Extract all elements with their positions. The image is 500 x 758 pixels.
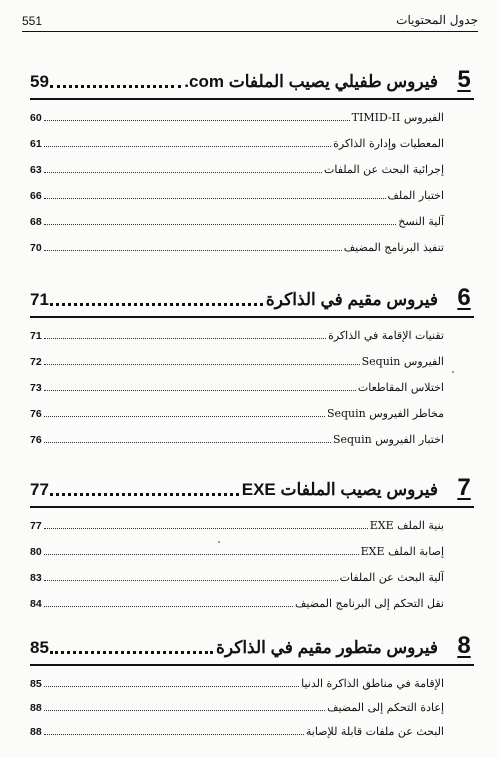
toc-entry[interactable] [30, 324, 444, 342]
chapter-rule [30, 98, 474, 100]
entry-page: 71 [30, 330, 42, 342]
toc-entry[interactable] [30, 566, 444, 584]
dot-leader [50, 651, 213, 654]
dot-leader [44, 338, 326, 339]
toc-entry[interactable] [30, 236, 444, 254]
entry-title: تقنيات الإقامة في الذاكرة [328, 329, 444, 342]
entry-page: 84 [30, 598, 42, 610]
dot-leader [50, 493, 239, 496]
toc-entry[interactable] [30, 350, 444, 368]
dot-leader [44, 554, 359, 555]
entry-page: 60 [30, 112, 42, 124]
chapter-title: فيروس مقيم في الذاكرة [265, 290, 438, 309]
chapter-title: فيروس متطور مقيم في الذاكرة [215, 638, 438, 657]
entry-page: 88 [30, 702, 42, 714]
entry-title: المعطيات وإدارة الذاكرة [333, 137, 444, 150]
chapter-title: فيروس يصيب الملفات EXE [241, 480, 438, 499]
dot-leader [44, 710, 325, 711]
chapter-title: فيروس طفيلي يصيب الملفات com. [184, 72, 438, 91]
dot-leader [50, 303, 263, 306]
entry-title: بنية الملف EXE [369, 519, 444, 532]
toc-entry[interactable] [30, 696, 444, 714]
entry-page: 80 [30, 546, 42, 558]
toc-entry[interactable] [30, 210, 444, 228]
entry-page: 61 [30, 138, 42, 150]
chapter-page: 71 [30, 290, 49, 309]
chapter-rule [30, 506, 474, 508]
dot-leader [44, 172, 322, 173]
entry-page: 73 [30, 382, 42, 394]
toc-entry[interactable] [30, 540, 444, 558]
chapter-heading[interactable] [30, 282, 474, 310]
entry-page: 72 [30, 356, 42, 368]
running-title: جدول المحتويات [396, 13, 478, 27]
dot-leader [44, 146, 331, 147]
entry-page: 76 [30, 408, 42, 420]
entry-title: إعادة التحكم إلى المضيف [327, 701, 444, 714]
dot-leader [44, 120, 350, 121]
entry-title: اختلاس المقاطعات [357, 381, 444, 394]
chapter-heading[interactable] [30, 630, 474, 658]
chapter-page: 59 [30, 72, 49, 91]
toc-entry[interactable] [30, 158, 444, 176]
dot-leader [44, 528, 368, 529]
dot-leader [44, 416, 325, 417]
dot-leader [50, 85, 181, 88]
chapter-heading[interactable] [30, 472, 474, 500]
scan-speck [452, 371, 454, 373]
chapter-number: 5 [457, 66, 471, 93]
page-number: 551 [22, 14, 43, 28]
entry-page: 85 [30, 678, 42, 690]
entry-title: إجرائية البحث عن الملفات [324, 163, 444, 176]
entry-title: نقل التحكم إلى البرنامج المضيف [295, 597, 444, 610]
chapter-rule [30, 316, 474, 318]
dot-leader [44, 442, 331, 443]
entry-title: اختبار الملف [387, 189, 444, 202]
dot-leader [44, 734, 304, 735]
chapter-number: 8 [457, 632, 471, 659]
chapter-rule [30, 664, 474, 666]
entry-title: البحث عن ملفات قابلة للإصابة [305, 725, 444, 738]
dot-leader [44, 224, 397, 225]
entry-page: 68 [30, 216, 42, 228]
dot-leader [44, 606, 293, 607]
toc-entry[interactable] [30, 376, 444, 394]
toc-entry[interactable] [30, 132, 444, 150]
toc-entry[interactable] [30, 514, 444, 532]
dot-leader [44, 686, 299, 687]
toc-entry[interactable] [30, 720, 444, 738]
entry-title: آلية البحث عن الملفات [339, 571, 444, 584]
entry-page: 70 [30, 242, 42, 254]
chapter-number: 6 [457, 284, 471, 311]
entry-title: الفيروس Sequin [361, 355, 444, 368]
toc-entry[interactable] [30, 184, 444, 202]
entry-title: الفيروس TIMID-II [351, 111, 444, 124]
entry-title: آلية النسخ [398, 215, 444, 228]
dot-leader [44, 580, 338, 581]
chapter-number: 7 [457, 474, 471, 501]
entry-title: اختبار الفيروس Sequin [332, 433, 444, 446]
entry-title: الإقامة في مناطق الذاكرة الدنيا [301, 677, 444, 690]
toc-entry[interactable] [30, 672, 444, 690]
entry-page: 77 [30, 520, 42, 532]
toc-entry[interactable] [30, 428, 444, 446]
chapter-page: 77 [30, 480, 49, 499]
entry-title: مخاطر الفيروس Sequin [326, 407, 444, 420]
page-header [0, 0, 500, 30]
chapter-page: 85 [30, 638, 49, 657]
entry-page: 83 [30, 572, 42, 584]
entry-page: 63 [30, 164, 42, 176]
entry-page: 66 [30, 190, 42, 202]
dot-leader [44, 364, 360, 365]
toc-entry[interactable] [30, 592, 444, 610]
dot-leader [44, 198, 386, 199]
chapter-heading[interactable] [30, 64, 474, 92]
header-rule [22, 31, 478, 32]
entry-title: تنفيذ البرنامج المضيف [343, 241, 444, 254]
entry-page: 88 [30, 726, 42, 738]
scan-speck [218, 541, 220, 543]
toc-entry[interactable] [30, 106, 444, 124]
entry-title: إصابة الملف EXE [360, 545, 444, 558]
toc-entry[interactable] [30, 402, 444, 420]
dot-leader [44, 390, 356, 391]
dot-leader [44, 250, 342, 251]
entry-page: 76 [30, 434, 42, 446]
